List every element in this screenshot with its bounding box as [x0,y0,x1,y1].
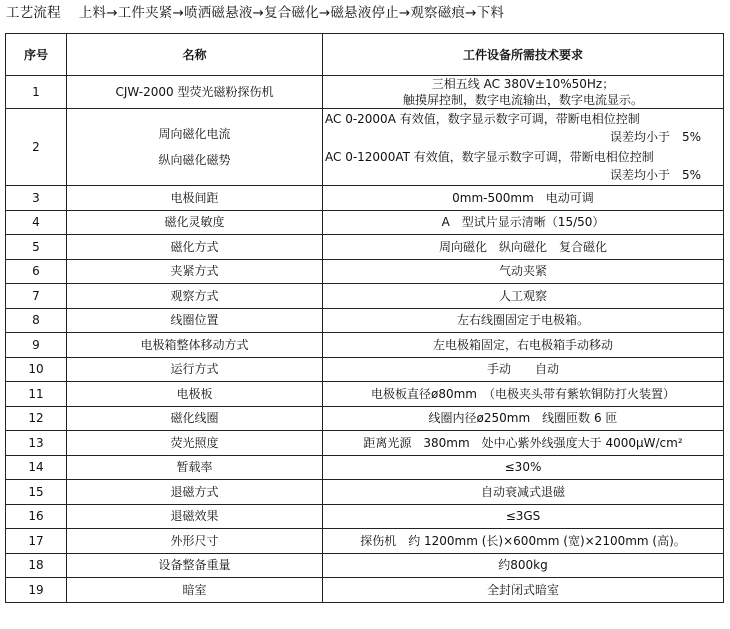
row-number: 8 [6,308,67,333]
row-name: 退磁方式 [67,480,323,505]
table-row [6,431,724,456]
row-requirement: 左右线圈固定于电极箱。 [323,308,724,333]
row-name: 电极箱整体移动方式 [67,333,323,358]
requirement-line: 触摸屏控制，数字电流输出，数字电流显示。 [402,93,643,107]
row-number: 12 [6,406,67,431]
row-name: 磁化线圈 [67,406,323,431]
row-requirement: 探伤机 约 1200mm (长)×600mm (宽)×2100mm (高)。 [323,529,724,554]
row-requirement: A 型试片显示清晰（15/50） [323,210,724,235]
table-row [6,333,724,358]
table-header-row [6,34,724,76]
row-number: 5 [6,235,67,260]
table-body [6,76,724,603]
row-requirement: 人工观察 [323,284,724,309]
header-no: 序号 [6,34,67,76]
table-row [6,76,724,109]
row-number: 9 [6,333,67,358]
row-name: 磁化灵敏度 [67,210,323,235]
process-steps: 上料→工件夹紧→喷洒磁悬液→复合磁化→磁悬液停止→观察磁痕→下料 [78,5,505,21]
row-requirement: 气动夹紧 [323,259,724,284]
table-row [6,406,724,431]
row-number: 19 [6,578,67,603]
row-name: 暂载率 [67,455,323,480]
requirement-line: AC 0-12000AT 有效值，数字显示数字可调，带断电相位控制 [325,150,654,164]
requirement-line: 误差均小于 5% [609,168,701,182]
table-row [6,578,724,603]
row-requirement: 全封闭式暗室 [323,578,724,603]
row-requirement: ≤3GS [323,504,724,529]
row-number: 7 [6,284,67,309]
requirement-line: AC 0-2000A 有效值，数字显示数字可调，带断电相位控制 [325,112,640,126]
requirement-line: 误差均小于 5% [609,130,701,144]
spec-table [5,33,724,603]
row-name: 暗室 [67,578,323,603]
row-requirement: 距离光源 380mm 处中心紫外线强度大于 4000μW/cm² [323,431,724,456]
requirement-line: 三相五线 AC 380V±10%50Hz； [431,77,615,91]
row-name-line: 周向磁化电流 [158,127,231,141]
row-number: 15 [6,480,67,505]
row-number: 3 [6,186,67,211]
table-row [6,308,724,333]
row-name: 夹紧方式 [67,259,323,284]
table-row [6,529,724,554]
row-number: 14 [6,455,67,480]
table-row [6,455,724,480]
table-row [6,382,724,407]
row-number: 4 [6,210,67,235]
row-number: 1 [6,76,67,109]
row-requirement: 约800kg [323,553,724,578]
row-number: 13 [6,431,67,456]
row-name: 磁化方式 [67,235,323,260]
row-name: 设备整备重量 [67,553,323,578]
row-requirement: ≤30% [323,455,724,480]
process-flow-title [6,2,504,24]
table-row [6,480,724,505]
row-requirement: 0mm-500mm 电动可调 [323,186,724,211]
row-name-line: 纵向磁化磁势 [158,153,231,167]
row-requirement [323,109,724,186]
row-name: 退磁效果 [67,504,323,529]
row-number: 17 [6,529,67,554]
table-row [6,259,724,284]
header-name: 名称 [67,34,323,76]
row-number: 6 [6,259,67,284]
row-number: 11 [6,382,67,407]
row-name: 运行方式 [67,357,323,382]
table-row [6,210,724,235]
table-row [6,357,724,382]
row-number: 16 [6,504,67,529]
row-number: 2 [6,109,67,186]
row-name: 电极板 [67,382,323,407]
row-requirement: 手动 自动 [323,357,724,382]
row-number: 10 [6,357,67,382]
row-name: 观察方式 [67,284,323,309]
row-name: 荧光照度 [67,431,323,456]
row-number: 18 [6,553,67,578]
table-row [6,504,724,529]
process-label: 工艺流程 [6,5,61,21]
row-name [67,109,323,186]
table-row [6,284,724,309]
row-name: CJW-2000 型荧光磁粉探伤机 [67,76,323,109]
row-name: 线圈位置 [67,308,323,333]
table-row [6,553,724,578]
row-requirement [323,76,724,109]
row-requirement: 左电极箱固定，右电极箱手动移动 [323,333,724,358]
row-requirement: 电极板直径ø80mm （电极夹头带有紫软铜防打火装置） [323,382,724,407]
row-requirement: 自动衰减式退磁 [323,480,724,505]
row-requirement: 周向磁化 纵向磁化 复合磁化 [323,235,724,260]
row-name: 外形尺寸 [67,529,323,554]
table-row [6,235,724,260]
header-requirement: 工件设备所需技术要求 [323,34,724,76]
table-row [6,186,724,211]
row-requirement: 线圈内径ø250mm 线圈匝数 6 匝 [323,406,724,431]
table-row [6,109,724,186]
row-name: 电极间距 [67,186,323,211]
